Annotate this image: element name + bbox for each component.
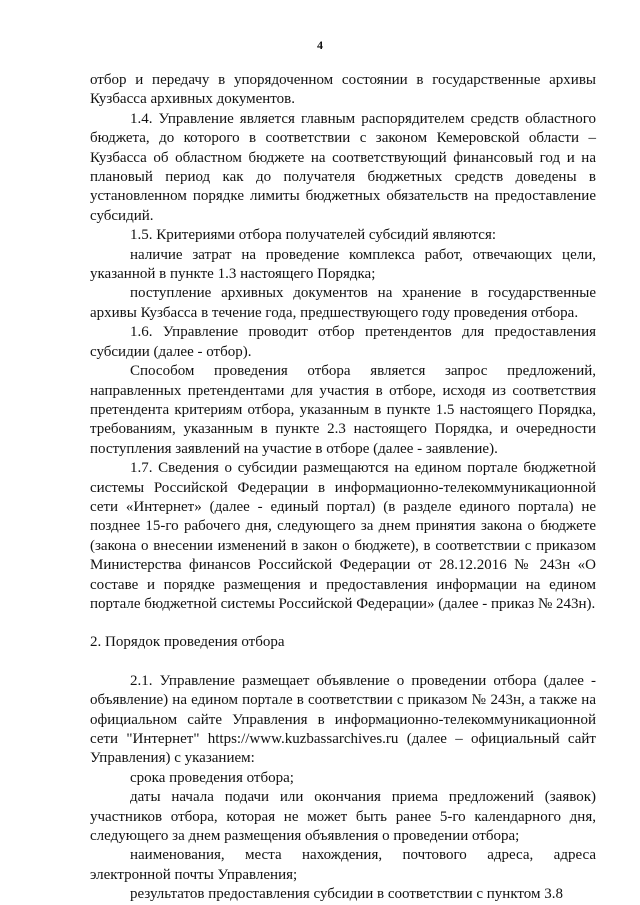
item-selection-period: срока проведения отбора; — [130, 769, 294, 786]
paragraph-2-1: 2.1. Управление размещает объявление о проведении отбора (далее - объявление) на едином портале в соответствии с приказом № 243н, а также на официальном сайте Управления в информационно-телекоммуникационной сети "Интернет" https://www.kuzbassarchives.ru (далее – официальный сайт Управления) с указанием: — [90, 672, 596, 767]
item-contact-details: наименования, места нахождения, почтового адреса, адреса электронной почты Управления; — [90, 847, 596, 883]
criterion-documents: поступление архивных документов на хранение в государственные архивы Кузбасса в течение года, предшествующего году проведения отбора. — [90, 285, 596, 321]
section-2-heading: 2. Порядок проведения отбора — [90, 634, 285, 651]
paragraph-1-4: 1.4. Управление является главным распорядителем средств областного бюджета, до которого в соответствии с законом Кемеровской области – Кузбасса об областном бюджете на соответствующий финансовый год и на плановый период как до получателя бюджетных средств доведены в установленном порядке лимиты бюджетных обязательств на предоставление субсидий. — [90, 110, 596, 224]
paragraph-1-6: 1.6. Управление проводит отбор претендентов для предоставления субсидии (далее - отбор). — [90, 324, 596, 360]
criterion-costs: наличие затрат на проведение комплекса работ, отвечающих цели, указанной в пункте 1.3 настоящего Порядка; — [90, 246, 596, 283]
item-submission-dates: даты начала подачи или окончания приема предложений (заявок) участников отбора, которая не может быть ранее 5-го календарного дня, следующего за днем размещения объявления о проведении отбора; — [90, 789, 596, 845]
paragraph-1-5: 1.5. Критериями отбора получателей субсидий являются: — [130, 227, 497, 244]
item-subsidy-results: результатов предоставления субсидии в соответствии с пунктом 3.8 — [130, 886, 563, 903]
paragraph-continuation: отбор и передачу в упорядоченном состоянии в государственные архивы Кузбасса архивных документов. — [90, 72, 596, 108]
selection-method-paragraph: Способом проведения отбора является запрос предложений, направленных претендентами для участия в отборе, исходя из соответствия претендента критериям отбора, указанным в пункте 1.5 настоящего Порядка, требованиям, указанным в пункте 2.3 настоящего Порядка, и очередности поступления заявлений на участие в отборе (далее - заявление). — [90, 363, 596, 457]
page-number: 4 — [317, 38, 323, 52]
paragraph-1-7: 1.7. Сведения о субсидии размещаются на едином портале бюджетной системы Российской Федерации в информационно-телекоммуникационной сети «Интернет» (далее - единый портал) (в разделе единого портала) не позднее 15-го рабочего дня, следующего за днем принятия закона о бюджете (закона о внесении изменений в закон о бюджете), в соответствии с приказом Министерства финансов Российской Федерации от 28.12.2016 № 243н «О составе и порядке размещения и предоставления информации на едином портале бюджетной системы Российской Федерации» (далее - приказ № 243н). — [90, 460, 596, 612]
document-body — [90, 71, 596, 905]
